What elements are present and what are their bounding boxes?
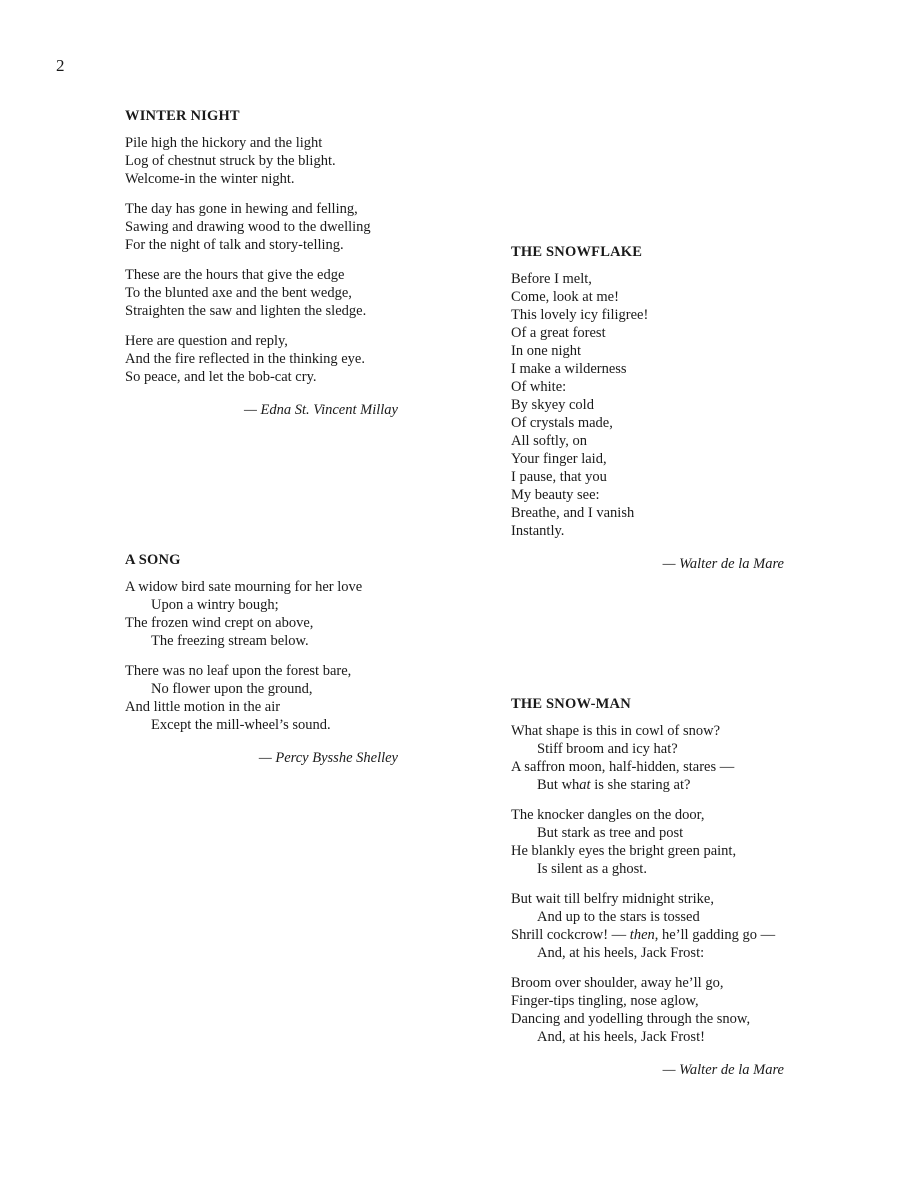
poem-line: Of a great forest xyxy=(511,325,606,341)
stanza xyxy=(511,974,784,1046)
poem-line: A saffron moon, half-hidden, stares — xyxy=(511,759,735,775)
poem-line: But wait till belfry midnight strike, xyxy=(511,891,714,907)
poem-line: Of white: xyxy=(511,379,567,395)
poem-line: Come, look at me! xyxy=(511,289,619,305)
poem-a-song xyxy=(125,552,398,767)
poem-line: So peace, and let the bob-cat cry. xyxy=(125,369,317,385)
poem-line: Breathe, and I vanish xyxy=(511,505,635,521)
poem-line: To the blunted axe and the bent wedge, xyxy=(125,285,352,301)
poem-line: A widow bird sate mourning for her love xyxy=(125,579,363,595)
poem-line: No flower upon the ground, xyxy=(151,681,313,697)
poem-line: Shrill cockcrow! — then, he’ll gadding go — xyxy=(511,927,776,943)
poem-line: And, at his heels, Jack Frost: xyxy=(537,945,705,961)
poem-line: What shape is this in cowl of snow? xyxy=(511,723,721,739)
stanza xyxy=(125,662,398,734)
poem-attribution: — Walter de la Mare xyxy=(662,1062,784,1078)
poem-line: All softly, on xyxy=(511,433,587,449)
stanza xyxy=(511,806,784,878)
poem-line: Except the mill-wheel’s sound. xyxy=(151,717,331,733)
poem-line: The day has gone in hewing and felling, xyxy=(125,201,358,217)
poem-line: Of crystals made, xyxy=(511,415,613,431)
poem-line: Stiff broom and icy hat? xyxy=(537,741,678,757)
poem-attribution: — Edna St. Vincent Millay xyxy=(244,402,398,418)
stanza xyxy=(125,332,398,386)
poem-line: And the fire reflected in the thinking eye. xyxy=(125,351,365,367)
poem-line: In one night xyxy=(511,343,582,359)
poem-title: THE SNOW-MAN xyxy=(511,696,631,712)
poem-line: But stark as tree and post xyxy=(537,825,684,841)
stanza xyxy=(511,890,784,962)
poem-the-snowflake xyxy=(511,244,784,573)
stanza xyxy=(511,270,784,540)
poem-line: And, at his heels, Jack Frost! xyxy=(537,1029,705,1045)
poem-line: These are the hours that give the edge xyxy=(125,267,345,283)
poem-line: Welcome-in the winter night. xyxy=(125,171,295,187)
poem-title: A SONG xyxy=(125,552,181,568)
poem-line: And little motion in the air xyxy=(125,699,281,715)
poem-line: Before I melt, xyxy=(511,271,592,287)
poem-line: There was no leaf upon the forest bare, xyxy=(125,663,352,679)
poem-line: Log of chestnut struck by the blight. xyxy=(125,153,336,169)
poem-line: Your finger laid, xyxy=(511,451,607,467)
poem-the-snow-man xyxy=(511,696,784,1079)
poem-line: Dancing and yodelling through the snow, xyxy=(511,1011,751,1027)
poem-winter-night xyxy=(125,108,398,419)
poem-line: Sawing and drawing wood to the dwelling xyxy=(125,219,371,235)
stanza xyxy=(125,266,398,320)
poem-line: My beauty see: xyxy=(511,487,600,503)
poem-line: Instantly. xyxy=(511,523,565,539)
stanza xyxy=(125,134,398,188)
poem-line: By skyey cold xyxy=(511,397,594,413)
poem-line: Is silent as a ghost. xyxy=(537,861,647,877)
stanza xyxy=(125,200,398,254)
poem-line: The frozen wind crept on above, xyxy=(125,615,314,631)
poem-title: THE SNOWFLAKE xyxy=(511,244,643,260)
poem-line: Here are question and reply, xyxy=(125,333,288,349)
poem-line: For the night of talk and story-telling. xyxy=(125,237,344,253)
poem-line: And up to the stars is tossed xyxy=(537,909,700,925)
poem-line: Finger-tips tingling, nose aglow, xyxy=(511,993,699,1009)
poem-line: Broom over shoulder, away he’ll go, xyxy=(511,975,724,991)
stanza xyxy=(511,722,784,794)
poem-line: The freezing stream below. xyxy=(151,633,309,649)
poem-line: Upon a wintry bough; xyxy=(151,597,279,613)
poem-line: I pause, that you xyxy=(511,469,607,485)
poem-line: But what is she staring at? xyxy=(537,777,691,793)
stanza xyxy=(125,578,398,650)
poem-line: This lovely icy filigree! xyxy=(511,307,649,323)
poem-line: The knocker dangles on the door, xyxy=(511,807,705,823)
poem-line: Straighten the saw and lighten the sledge. xyxy=(125,303,367,319)
poem-line: Pile high the hickory and the light xyxy=(125,135,323,151)
poem-title: WINTER NIGHT xyxy=(125,108,240,124)
poem-attribution: — Walter de la Mare xyxy=(662,556,784,572)
poem-line: He blankly eyes the bright green paint, xyxy=(511,843,737,859)
page-number: 2 xyxy=(56,56,65,75)
poem-attribution: — Percy Bysshe Shelley xyxy=(258,750,398,766)
poem-line: I make a wilderness xyxy=(511,361,627,377)
